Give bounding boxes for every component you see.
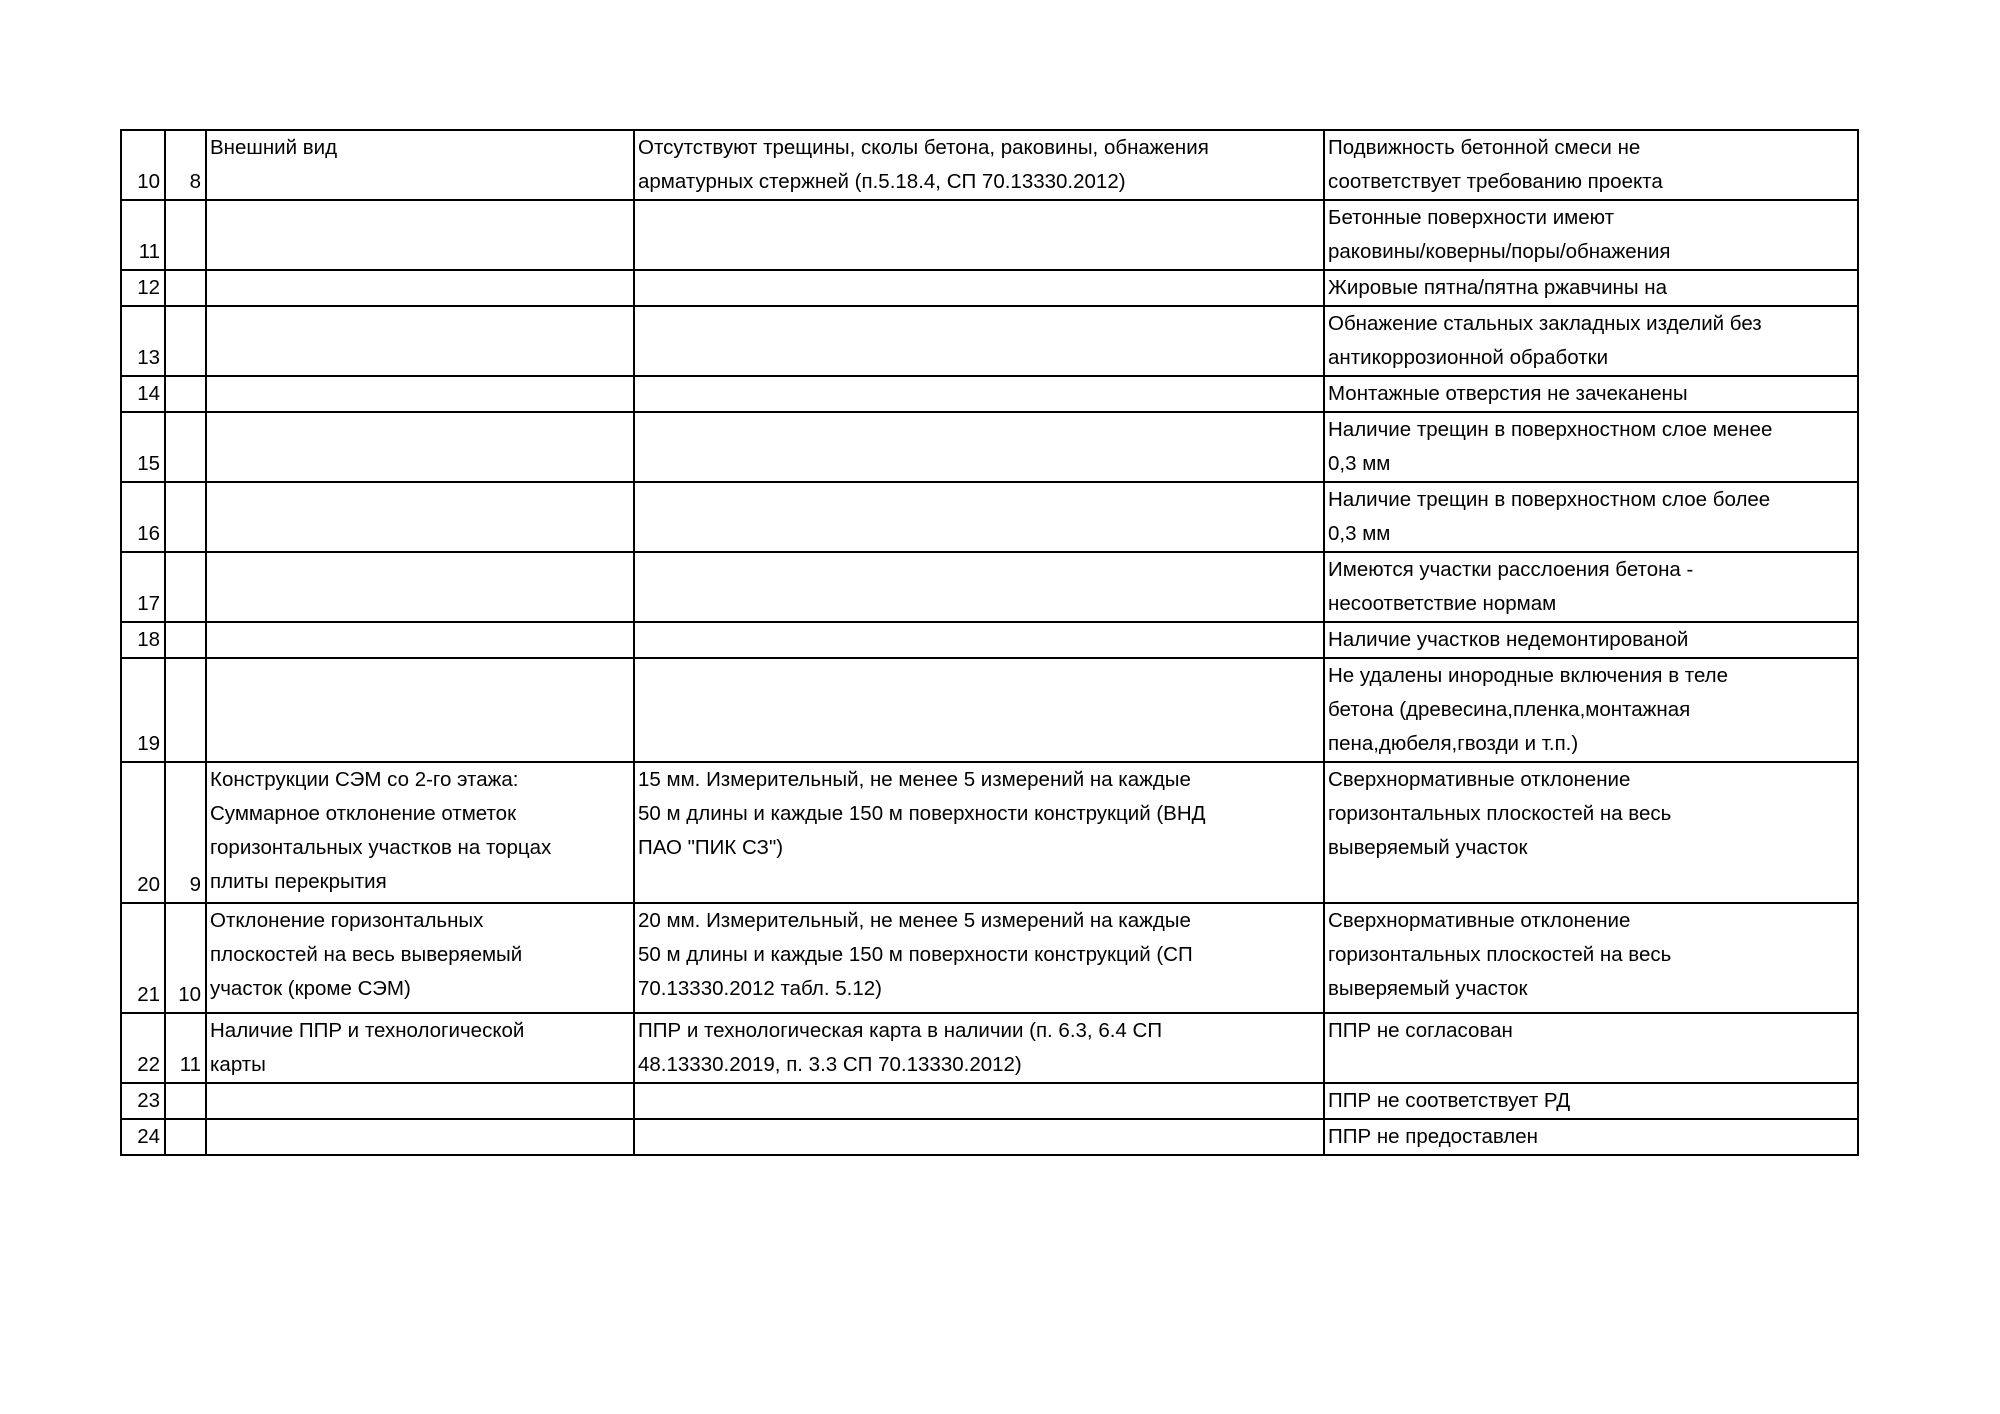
parameter-cell-line: участок (кроме СЭМ) bbox=[210, 977, 411, 1000]
row-number-cell: 16 bbox=[121, 482, 165, 552]
defect-cell bbox=[1324, 552, 1858, 622]
requirement-cell-line: 70.13330.2012 табл. 5.12) bbox=[638, 977, 882, 1000]
row-number-cell: 17 bbox=[121, 552, 165, 622]
defect-cell-line: горизонтальных плоскостей на весь bbox=[1328, 802, 1672, 825]
requirement-cell bbox=[634, 1119, 1324, 1155]
parameter-cell bbox=[206, 130, 634, 200]
table-row bbox=[121, 552, 1858, 622]
defect-cell bbox=[1324, 306, 1858, 376]
defect-cell-line: Наличие участков недемонтированой bbox=[1328, 628, 1689, 651]
parameter-cell bbox=[206, 658, 634, 762]
defect-cell-line: Сверхнормативные отклонение bbox=[1328, 909, 1631, 932]
parameter-cell-line: плоскостей на весь выверяемый bbox=[210, 943, 523, 966]
requirement-cell bbox=[634, 200, 1324, 270]
defect-cell-line: Наличие трещин в поверхностном слое менее bbox=[1328, 418, 1773, 441]
item-number-cell: 8 bbox=[165, 130, 206, 200]
defect-cell bbox=[1324, 658, 1858, 762]
defect-cell-line: Подвижность бетонной смеси не bbox=[1328, 136, 1641, 159]
table-row bbox=[121, 762, 1858, 903]
defect-cell-line: Не удалены инородные включения в теле bbox=[1328, 664, 1729, 687]
defect-cell-line: Наличие трещин в поверхностном слое более bbox=[1328, 488, 1771, 511]
table-row bbox=[121, 903, 1858, 1013]
row-number-cell: 23 bbox=[121, 1083, 165, 1119]
table-row bbox=[121, 658, 1858, 762]
defect-cell-line: Бетонные поверхности имеют bbox=[1328, 206, 1614, 229]
table-row bbox=[121, 622, 1858, 658]
row-number-cell: 19 bbox=[121, 658, 165, 762]
table-row bbox=[121, 130, 1858, 200]
parameter-cell-line: карты bbox=[210, 1053, 266, 1076]
requirement-cell-line: 50 м длины и каждые 150 м поверхности конструкций (ВНД bbox=[638, 802, 1206, 825]
requirement-cell bbox=[634, 412, 1324, 482]
item-number-cell bbox=[165, 482, 206, 552]
item-number-cell bbox=[165, 306, 206, 376]
defect-cell bbox=[1324, 1083, 1858, 1119]
defect-cell bbox=[1324, 130, 1858, 200]
defect-cell-line: Жировые пятна/пятна ржавчины на bbox=[1328, 276, 1668, 299]
table-row bbox=[121, 482, 1858, 552]
parameter-cell-line: плиты перекрытия bbox=[210, 870, 387, 893]
item-number-cell bbox=[165, 622, 206, 658]
row-number-cell: 11 bbox=[121, 200, 165, 270]
defect-cell-line: Обнажение стальных закладных изделий без bbox=[1328, 312, 1762, 335]
requirement-cell bbox=[634, 658, 1324, 762]
requirement-cell bbox=[634, 270, 1324, 306]
item-number-cell bbox=[165, 412, 206, 482]
defect-cell bbox=[1324, 1013, 1858, 1083]
table-row bbox=[121, 412, 1858, 482]
requirement-cell bbox=[634, 552, 1324, 622]
parameter-cell bbox=[206, 622, 634, 658]
item-number-cell bbox=[165, 1083, 206, 1119]
row-number-cell: 20 bbox=[121, 762, 165, 903]
requirement-cell-line: арматурных стержней (п.5.18.4, СП 70.13330.2012) bbox=[638, 170, 1126, 193]
defect-cell-line: раковины/коверны/поры/обнажения bbox=[1328, 240, 1671, 263]
defect-cell bbox=[1324, 200, 1858, 270]
table-row bbox=[121, 376, 1858, 412]
parameter-cell bbox=[206, 412, 634, 482]
parameter-cell bbox=[206, 552, 634, 622]
requirement-cell-line: 50 м длины и каждые 150 м поверхности конструкций (СП bbox=[638, 943, 1193, 966]
parameter-cell-line: Суммарное отклонение отметок bbox=[210, 802, 517, 825]
defect-cell bbox=[1324, 622, 1858, 658]
table-row bbox=[121, 1013, 1858, 1083]
row-number-cell: 10 bbox=[121, 130, 165, 200]
table-row bbox=[121, 270, 1858, 306]
defect-cell-line: ППР не соответствует РД bbox=[1328, 1089, 1571, 1112]
defect-cell-line: Сверхнормативные отклонение bbox=[1328, 768, 1631, 791]
item-number-cell bbox=[165, 552, 206, 622]
requirement-cell-line: 20 мм. Измерительный, не менее 5 измерений на каждые bbox=[638, 909, 1191, 932]
parameter-cell-line: Наличие ППР и технологической bbox=[210, 1019, 525, 1042]
requirement-cell-line: ПАО "ПИК СЗ") bbox=[638, 836, 784, 859]
row-number-cell: 22 bbox=[121, 1013, 165, 1083]
row-number-cell: 13 bbox=[121, 306, 165, 376]
defect-cell-line: соответствует требованию проекта bbox=[1328, 170, 1663, 193]
requirement-cell bbox=[634, 1083, 1324, 1119]
defect-cell-line: выверяемый участок bbox=[1328, 977, 1528, 1000]
table-row bbox=[121, 1119, 1858, 1155]
defect-cell-line: бетона (древесина,пленка,монтажная bbox=[1328, 698, 1691, 721]
parameter-cell bbox=[206, 270, 634, 306]
parameter-cell bbox=[206, 306, 634, 376]
parameter-cell bbox=[206, 376, 634, 412]
parameter-cell bbox=[206, 482, 634, 552]
requirement-cell-line: ППР и технологическая карта в наличии (п. 6.3, 6.4 СП bbox=[638, 1019, 1163, 1042]
requirement-cell bbox=[634, 482, 1324, 552]
item-number-cell: 10 bbox=[165, 903, 206, 1013]
table-row bbox=[121, 1083, 1858, 1119]
item-number-cell: 9 bbox=[165, 762, 206, 903]
defect-cell-line: горизонтальных плоскостей на весь bbox=[1328, 943, 1672, 966]
defect-cell-line: ППР не предоставлен bbox=[1328, 1125, 1538, 1148]
parameter-cell bbox=[206, 1013, 634, 1083]
parameter-cell-line: Отклонение горизонтальных bbox=[210, 909, 484, 932]
item-number-cell bbox=[165, 200, 206, 270]
requirement-cell bbox=[634, 903, 1324, 1013]
parameter-cell bbox=[206, 1119, 634, 1155]
table-body bbox=[121, 130, 1858, 1155]
item-number-cell bbox=[165, 1119, 206, 1155]
parameter-cell bbox=[206, 1083, 634, 1119]
defect-cell bbox=[1324, 412, 1858, 482]
defect-cell-line: пена,дюбеля,гвозди и т.п.) bbox=[1328, 732, 1579, 755]
table-row bbox=[121, 306, 1858, 376]
item-number-cell bbox=[165, 270, 206, 306]
requirement-cell bbox=[634, 622, 1324, 658]
parameter-cell-line: Внешний вид bbox=[210, 136, 338, 159]
defect-cell-line: антикоррозионной обработки bbox=[1328, 346, 1609, 369]
row-number-cell: 14 bbox=[121, 376, 165, 412]
defect-cell-line: 0,3 мм bbox=[1328, 452, 1391, 475]
requirement-cell bbox=[634, 376, 1324, 412]
defect-cell-line: Имеются участки расслоения бетона - bbox=[1328, 558, 1694, 581]
requirement-cell-line: 48.13330.2019, п. 3.3 СП 70.13330.2012) bbox=[638, 1053, 1022, 1076]
requirement-cell bbox=[634, 306, 1324, 376]
defect-cell bbox=[1324, 903, 1858, 1013]
defect-cell bbox=[1324, 1119, 1858, 1155]
row-number-cell: 18 bbox=[121, 622, 165, 658]
defect-cell bbox=[1324, 376, 1858, 412]
item-number-cell bbox=[165, 658, 206, 762]
item-number-cell: 11 bbox=[165, 1013, 206, 1083]
requirement-cell bbox=[634, 1013, 1324, 1083]
row-number-cell: 12 bbox=[121, 270, 165, 306]
parameter-cell bbox=[206, 762, 634, 903]
defect-cell-line: ППР не согласован bbox=[1328, 1019, 1513, 1042]
defect-cell-line: несоответствие нормам bbox=[1328, 592, 1557, 615]
requirement-cell-line: Отсутствуют трещины, сколы бетона, раковины, обнажения bbox=[638, 136, 1209, 159]
requirement-cell bbox=[634, 130, 1324, 200]
row-number-cell: 24 bbox=[121, 1119, 165, 1155]
defect-cell-line: выверяемый участок bbox=[1328, 836, 1528, 859]
inspection-table bbox=[120, 129, 1859, 1156]
defect-cell bbox=[1324, 762, 1858, 903]
parameter-cell-line: Конструкции СЭМ со 2-го этажа: bbox=[210, 768, 519, 791]
parameter-cell bbox=[206, 200, 634, 270]
item-number-cell bbox=[165, 376, 206, 412]
requirement-cell bbox=[634, 762, 1324, 903]
defect-cell bbox=[1324, 482, 1858, 552]
defect-cell bbox=[1324, 270, 1858, 306]
defect-cell-line: 0,3 мм bbox=[1328, 522, 1391, 545]
row-number-cell: 21 bbox=[121, 903, 165, 1013]
row-number-cell: 15 bbox=[121, 412, 165, 482]
parameter-cell bbox=[206, 903, 634, 1013]
table-row bbox=[121, 200, 1858, 270]
parameter-cell-line: горизонтальных участков на торцах bbox=[210, 836, 552, 859]
defect-cell-line: Монтажные отверстия не зачеканены bbox=[1328, 382, 1688, 405]
requirement-cell-line: 15 мм. Измерительный, не менее 5 измерений на каждые bbox=[638, 768, 1191, 791]
